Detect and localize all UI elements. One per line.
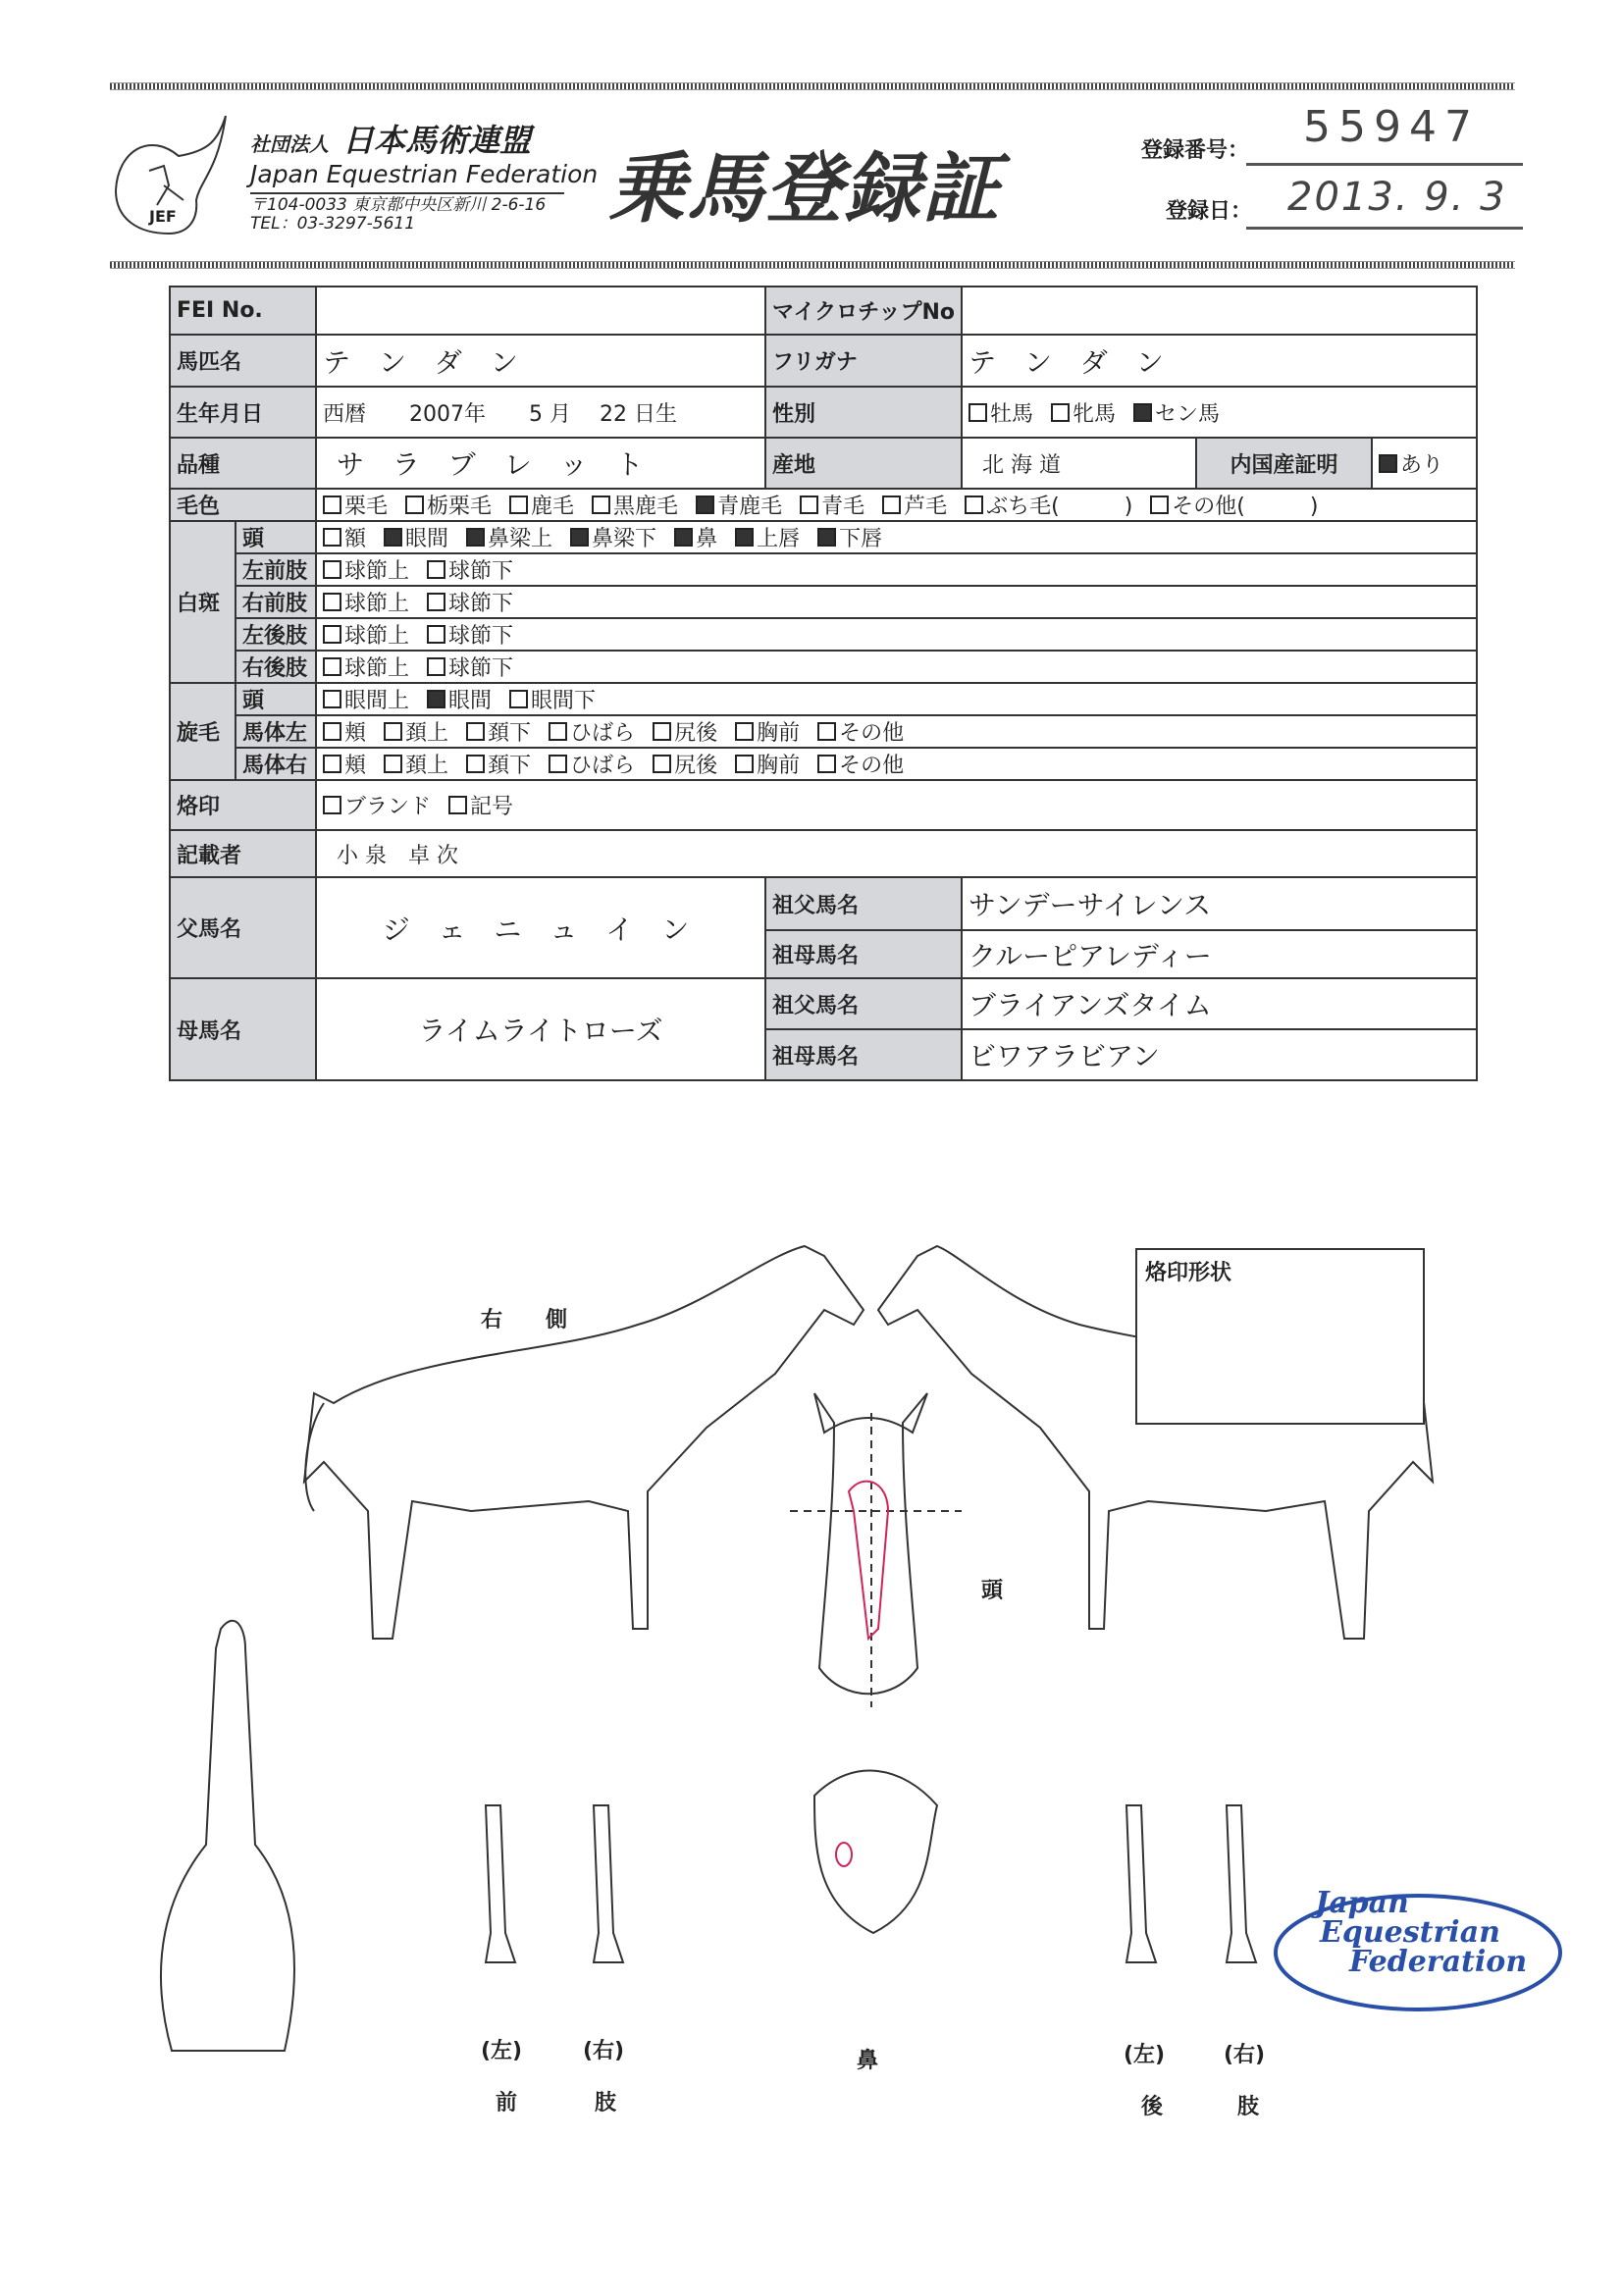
checked-box-icon[interactable] (817, 528, 836, 547)
unchecked-box-icon[interactable] (323, 560, 341, 579)
checkbox-item[interactable] (965, 495, 1132, 519)
recorder-value: 小 泉 卓 次 (316, 830, 1477, 877)
checkbox-label: 眼間 (405, 527, 449, 551)
unchecked-box-icon[interactable] (882, 496, 901, 514)
white-options (316, 553, 1477, 586)
unchecked-box-icon[interactable] (509, 496, 528, 514)
checkbox-item[interactable] (570, 527, 656, 551)
checkbox-label: 胸前 (757, 721, 801, 746)
checkbox-label: 栃栗毛 (427, 495, 493, 519)
checkbox-item[interactable] (323, 689, 409, 713)
fore-right-label: (右) (583, 2039, 625, 2063)
checkbox-item[interactable] (323, 495, 388, 519)
unchecked-box-icon[interactable] (817, 755, 836, 773)
unchecked-box-icon[interactable] (405, 496, 424, 514)
checkbox-item[interactable] (969, 402, 1033, 427)
checkbox-label: 頚下 (488, 754, 532, 778)
divider (1246, 163, 1523, 166)
white-options (316, 521, 1477, 553)
gd-label: 祖母馬名 (765, 930, 962, 978)
checkbox-item[interactable] (384, 754, 448, 778)
unchecked-box-icon[interactable] (448, 796, 467, 814)
jef-stamp: Japan Equestrian Federation (1315, 1886, 1528, 1979)
white-part: 左後肢 (236, 618, 316, 651)
unchecked-box-icon[interactable] (592, 496, 610, 514)
unchecked-box-icon[interactable] (817, 722, 836, 741)
checkbox-label: 青鹿毛 (717, 495, 783, 519)
unchecked-box-icon[interactable] (427, 657, 445, 676)
nose-view (814, 1771, 937, 1933)
checkbox-label: 上唇 (757, 527, 801, 551)
checkbox-label: 胸前 (757, 754, 801, 778)
unchecked-box-icon[interactable] (800, 496, 818, 514)
unchecked-box-icon[interactable] (969, 403, 987, 422)
sire-value: ジ ェ ニ ュ イ ン (316, 877, 765, 978)
checkbox-item[interactable] (509, 495, 574, 519)
dam-granddam: ビワアラビアン (962, 1029, 1477, 1080)
unchecked-box-icon[interactable] (323, 593, 341, 611)
checkbox-item[interactable] (1150, 495, 1318, 519)
sex-label: 性別 (765, 387, 962, 438)
whorl-label: 旋毛 (170, 683, 236, 780)
checkbox-item[interactable] (323, 624, 409, 649)
checkbox-label: 球節上 (344, 559, 410, 584)
checkbox-item[interactable] (323, 559, 409, 584)
checkbox-item[interactable] (384, 527, 448, 551)
whorl-options (316, 683, 1477, 715)
color-label: 毛色 (170, 489, 316, 521)
checkbox-item[interactable] (509, 689, 596, 713)
checkbox-label: 下唇 (839, 527, 883, 551)
checkbox-label: 芦毛 (904, 495, 948, 519)
checkbox-label: 青毛 (821, 495, 865, 519)
whorl-part: 頭 (236, 683, 316, 715)
checkbox-label: 尻後 (674, 754, 718, 778)
dam-grandsire: ブライアンズタイム (962, 978, 1477, 1029)
gs-label: 祖父馬名 (765, 877, 962, 930)
checkbox-item[interactable] (696, 495, 782, 519)
checked-box-icon[interactable] (384, 528, 402, 547)
unchecked-box-icon[interactable] (653, 722, 671, 741)
whorl-options (316, 715, 1477, 748)
unchecked-box-icon[interactable] (427, 560, 445, 579)
brand-shape-box (1135, 1248, 1425, 1425)
org-name: 社団法人 日本馬術連盟 (250, 122, 532, 159)
unchecked-box-icon[interactable] (427, 625, 445, 644)
checkbox-label: 眼間 (448, 689, 493, 713)
checkbox-item[interactable] (1133, 402, 1220, 427)
unchecked-box-icon[interactable] (549, 755, 567, 773)
horse-head-front (790, 1393, 962, 1707)
white-label: 白斑 (170, 521, 236, 683)
gd-label: 祖母馬名 (765, 1029, 962, 1080)
fei-label: FEI No. (170, 287, 316, 335)
white-options (316, 618, 1477, 651)
checkbox-label: 尻後 (674, 721, 718, 746)
checkbox-item[interactable] (735, 527, 800, 551)
unchecked-box-icon[interactable] (466, 755, 485, 773)
checkbox-label: 鼻梁下 (592, 527, 657, 551)
chip-label: マイクロチップNo (765, 287, 962, 335)
checkbox-label: 球節下 (448, 559, 514, 584)
checkbox-label: その他 (839, 721, 905, 746)
checkbox-label: 球節下 (448, 656, 514, 681)
checkbox-item[interactable] (1051, 402, 1116, 427)
header-divider (110, 261, 1515, 269)
sire-granddam: クルーピアレディー (962, 930, 1477, 978)
checkbox-item[interactable] (817, 527, 882, 551)
checkbox-label: 頬 (344, 754, 367, 778)
unchecked-box-icon[interactable] (735, 755, 754, 773)
checkbox-item[interactable] (800, 495, 864, 519)
unchecked-box-icon[interactable] (323, 755, 341, 773)
checkbox-item[interactable] (592, 495, 678, 519)
checked-box-icon[interactable] (735, 528, 754, 547)
head-label: 頭 (981, 1579, 1004, 1603)
checkbox-label: その他( ) (1172, 495, 1319, 519)
unchecked-box-icon[interactable] (384, 755, 402, 773)
checkbox-item[interactable] (466, 527, 552, 551)
divider (250, 192, 564, 194)
name-label: 馬匹名 (170, 335, 316, 387)
svg-text:JEF: JEF (149, 207, 177, 226)
hind-left-label: (左) (1124, 2043, 1166, 2067)
checkbox-label: 牡馬 (990, 401, 1034, 427)
checkbox-label: 眼間上 (344, 689, 410, 713)
white-options (316, 586, 1477, 618)
unchecked-box-icon[interactable] (323, 690, 341, 708)
fore-label-2: 肢 (595, 2091, 617, 2115)
document-title: 乗馬登録証 (608, 145, 1002, 234)
whorl-part: 馬体右 (236, 748, 316, 780)
checkbox-label: ブランド (344, 795, 432, 819)
unchecked-box-icon[interactable] (323, 796, 341, 814)
hind-label-1: 後 (1141, 2095, 1164, 2119)
white-part: 右前肢 (236, 586, 316, 618)
checkbox-item[interactable] (323, 527, 366, 551)
checkbox-label: 額 (344, 527, 367, 551)
checkbox-label: 牝馬 (1073, 401, 1117, 427)
checkbox-label: 頚上 (405, 754, 449, 778)
registration-form (169, 286, 1478, 1081)
checkbox-label: 鹿毛 (531, 495, 575, 519)
checkbox-label: 球節上 (344, 656, 410, 681)
checkbox-label: 鼻梁上 (488, 527, 553, 551)
checkbox-item[interactable] (653, 721, 717, 746)
checkbox-label: 黒鹿毛 (613, 495, 679, 519)
dob-label: 生年月日 (170, 387, 316, 438)
checkbox-label: 記号 (470, 795, 514, 819)
hind-right-label: (右) (1224, 2043, 1266, 2067)
checkbox-item[interactable] (549, 754, 635, 778)
unchecked-box-icon[interactable] (1150, 496, 1169, 514)
jef-logo (110, 112, 237, 237)
unchecked-box-icon[interactable] (509, 690, 528, 708)
checkbox-item[interactable] (323, 795, 431, 819)
checkbox-label: 球節上 (344, 624, 410, 649)
sire-label: 父馬名 (170, 877, 316, 978)
whorl-part: 馬体左 (236, 715, 316, 748)
sex-options (962, 387, 1477, 438)
unchecked-box-icon[interactable] (323, 528, 341, 547)
checkbox-label: 栗毛 (344, 495, 389, 519)
reg-date-value: 2013. 9. 3 (1287, 175, 1507, 220)
origin-label: 産地 (765, 438, 962, 489)
reg-date-label: 登録日： (1166, 199, 1253, 224)
horse-back-view (161, 1621, 294, 2051)
forelegs (486, 1805, 623, 1962)
white-part: 頭 (236, 521, 316, 553)
color-options (316, 489, 1477, 521)
checkbox-item[interactable] (466, 721, 531, 746)
unchecked-box-icon[interactable] (384, 722, 402, 741)
checked-box-icon[interactable] (1133, 403, 1152, 422)
whorl-options (316, 748, 1477, 780)
unchecked-box-icon[interactable] (549, 722, 567, 741)
checkbox-label: ひばら (570, 721, 636, 746)
checkbox-label: ぶち毛( ) (986, 495, 1133, 519)
checkbox-item[interactable] (323, 754, 366, 778)
chip-field[interactable] (962, 287, 1477, 335)
checkbox-label: 鼻 (696, 527, 718, 551)
fore-label-1: 前 (496, 2091, 518, 2115)
checkbox-item[interactable] (653, 754, 717, 778)
checkbox-label: 眼間下 (531, 689, 597, 713)
white-part: 左前肢 (236, 553, 316, 586)
dam-label: 母馬名 (170, 978, 316, 1080)
checkbox-item[interactable] (817, 754, 904, 778)
checkbox-item[interactable] (466, 754, 531, 778)
unchecked-box-icon[interactable] (466, 722, 485, 741)
checkbox-item[interactable] (405, 495, 492, 519)
unchecked-box-icon[interactable] (323, 625, 341, 644)
unchecked-box-icon[interactable] (965, 496, 983, 514)
checkbox-item[interactable] (323, 721, 366, 746)
checked-box-icon[interactable] (427, 690, 445, 708)
checkbox-label: 頚下 (488, 721, 532, 746)
checkbox-label: セン馬 (1155, 401, 1221, 427)
domestic-value (1372, 438, 1477, 489)
checkbox-item[interactable] (448, 795, 513, 819)
checkbox-item[interactable] (427, 624, 513, 649)
checked-box-icon[interactable] (674, 528, 693, 547)
unchecked-box-icon[interactable] (427, 593, 445, 611)
checkbox-label: 頚上 (405, 721, 449, 746)
hind-label-2: 肢 (1237, 2095, 1260, 2119)
checkbox-label: その他 (839, 754, 905, 778)
divider (1246, 227, 1523, 230)
checkbox-item[interactable] (323, 656, 409, 681)
checkbox-item[interactable] (817, 721, 904, 746)
sire-grandsire: サンデーサイレンス (962, 877, 1477, 930)
kana-label: フリガナ (765, 335, 962, 387)
fei-field[interactable] (316, 287, 765, 335)
brand-shape-label: 烙印形状 (1145, 1261, 1232, 1285)
checkbox-item[interactable] (427, 559, 513, 584)
checkbox-item[interactable] (674, 527, 717, 551)
horse-right-side (304, 1246, 864, 1639)
checked-box-icon[interactable] (570, 528, 589, 547)
checkbox-item[interactable] (1379, 453, 1443, 478)
checkbox-item[interactable] (427, 592, 513, 616)
checked-box-icon[interactable] (466, 528, 485, 547)
checkbox-item[interactable] (384, 721, 448, 746)
white-options (316, 651, 1477, 683)
dob-value: 西暦 2007年 5 月 22 日生 (316, 387, 765, 438)
checkbox-item[interactable] (323, 592, 409, 616)
name-value: テ ン ダ ン (316, 335, 765, 387)
origin-value: 北 海 道 (962, 438, 1196, 489)
brand-options (316, 780, 1477, 830)
domestic-label: 内国産証明 (1196, 438, 1372, 489)
top-divider (110, 82, 1515, 90)
checkbox-label: ひばら (570, 754, 636, 778)
checked-box-icon[interactable] (696, 496, 714, 514)
unchecked-box-icon[interactable] (323, 657, 341, 676)
unchecked-box-icon[interactable] (735, 722, 754, 741)
hindlegs (1126, 1805, 1256, 1962)
checkbox-item[interactable] (549, 721, 635, 746)
breed-label: 品種 (170, 438, 316, 489)
fore-left-label: (左) (481, 2039, 523, 2063)
checkbox-label: 頬 (344, 721, 367, 746)
checkbox-label: 球節上 (344, 592, 410, 616)
org-address: 〒104-0033 東京都中央区新川 2-6-16 TEL：03-3297-5611 (250, 195, 547, 234)
unchecked-box-icon[interactable] (1051, 403, 1070, 422)
recorder-label: 記載者 (170, 830, 316, 877)
reg-no-label: 登録番号： (1141, 138, 1250, 163)
checkbox-label: 球節下 (448, 592, 514, 616)
brand-label: 烙印 (170, 780, 316, 830)
checkbox-item[interactable] (735, 754, 800, 778)
right-side-label: 右 側 (481, 1308, 568, 1332)
checkbox-item[interactable] (427, 689, 492, 713)
nose-label: 鼻 (857, 2049, 879, 2073)
unchecked-box-icon[interactable] (323, 722, 341, 741)
reg-no-value: 55947 (1303, 102, 1480, 152)
breed-value: サ ラ ブ レ ッ ト (316, 438, 765, 489)
checkbox-label: 球節下 (448, 624, 514, 649)
checkbox-item[interactable] (735, 721, 800, 746)
gs-label: 祖父馬名 (765, 978, 962, 1029)
dam-value: ライムライトローズ (316, 978, 765, 1080)
checkbox-label: あり (1400, 452, 1444, 478)
checked-box-icon[interactable] (1379, 454, 1397, 473)
unchecked-box-icon[interactable] (323, 496, 341, 514)
kana-value: テ ン ダ ン (962, 335, 1477, 387)
unchecked-box-icon[interactable] (653, 755, 671, 773)
white-part: 右後肢 (236, 651, 316, 683)
checkbox-item[interactable] (882, 495, 947, 519)
checkbox-item[interactable] (427, 656, 513, 681)
org-name-en: Japan Equestrian Federation (250, 160, 599, 188)
